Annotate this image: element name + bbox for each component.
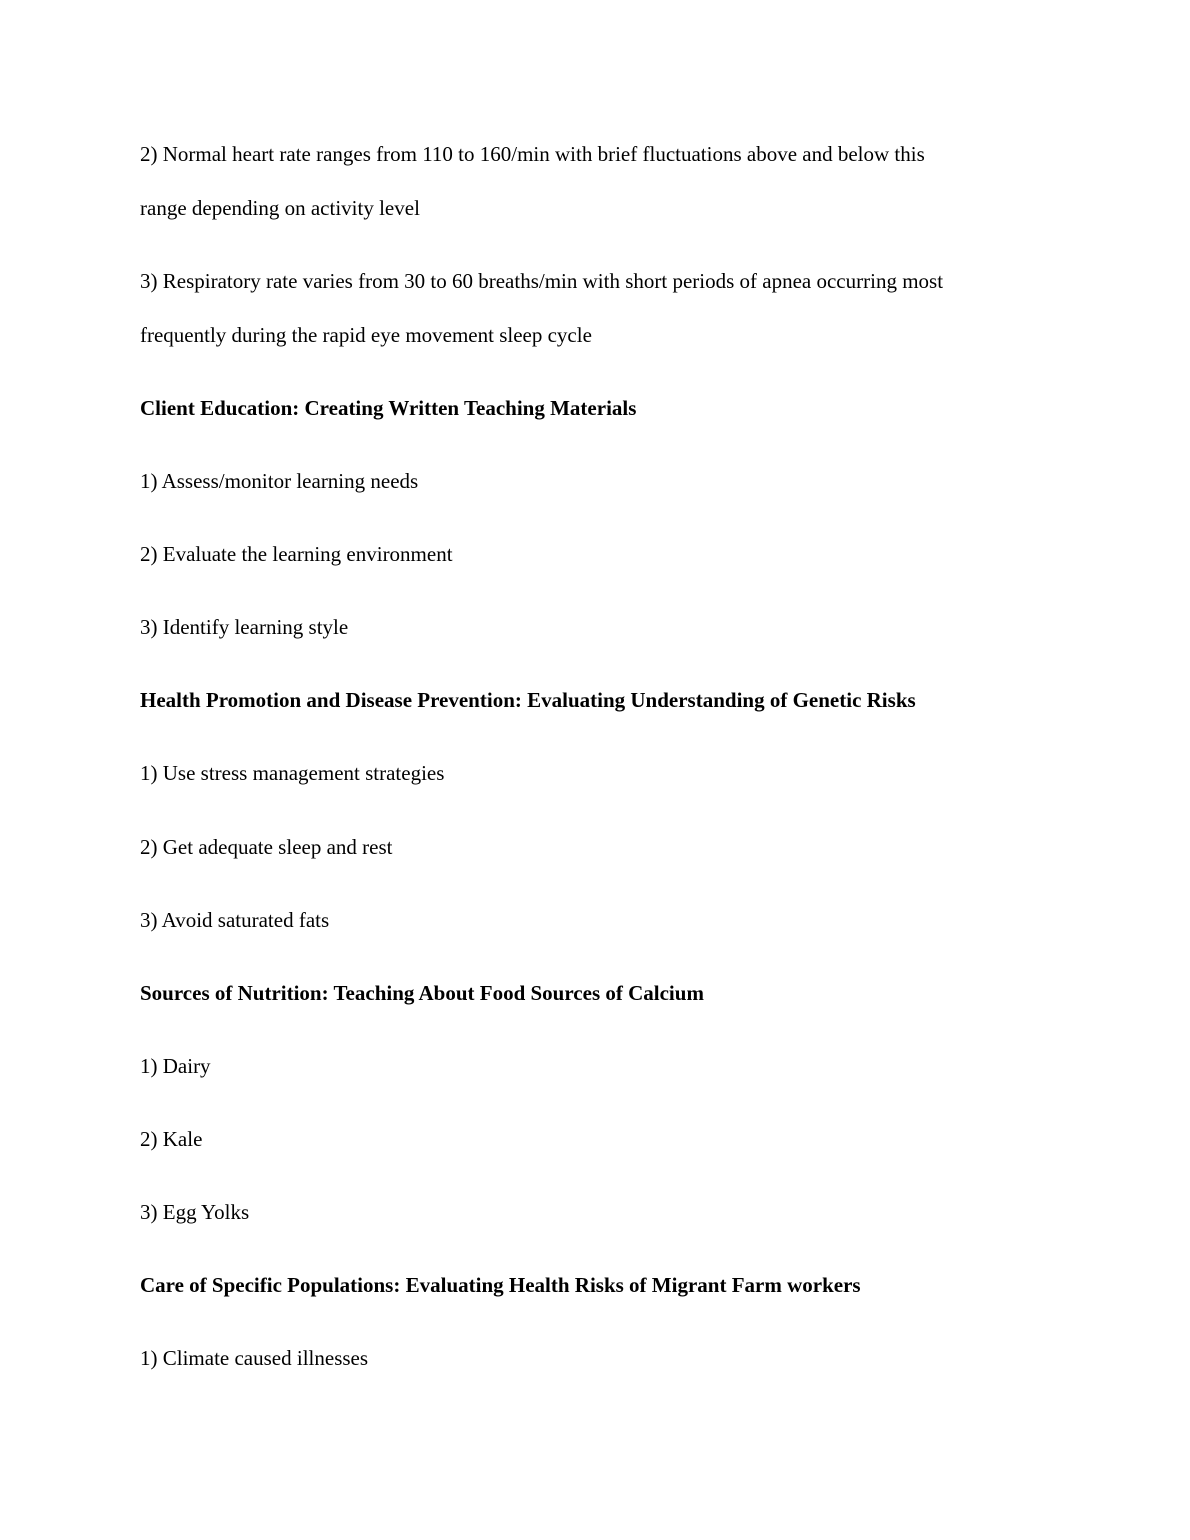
- list-item: 1) Dairy: [140, 1054, 211, 1078]
- section-heading-client-education: Client Education: Creating Written Teaching Materials: [140, 396, 637, 420]
- list-item: 2) Get adequate sleep and rest: [140, 835, 393, 859]
- paragraph-respiratory-rate-line-2: frequently during the rapid eye movement sleep cycle: [140, 323, 592, 347]
- list-item: 2) Evaluate the learning environment: [140, 542, 453, 566]
- list-item: 1) Climate caused illnesses: [140, 1346, 369, 1370]
- section-heading-health-promotion: Health Promotion and Disease Prevention: Evaluating Understanding of Genetic Risks: [140, 688, 916, 712]
- list-item: 3) Avoid saturated fats: [140, 908, 330, 932]
- paragraph-heart-rate-line-1: 2) Normal heart rate ranges from 110 to 160/min with brief fluctuations above and below this: [140, 142, 925, 166]
- section-heading-sources-of-nutrition: Sources of Nutrition: Teaching About Food Sources of Calcium: [140, 981, 704, 1005]
- section-heading-care-of-specific-populations: Care of Specific Populations: Evaluating Health Risks of Migrant Farm workers: [140, 1273, 861, 1297]
- list-item: 1) Use stress management strategies: [140, 761, 445, 785]
- list-item: 2) Kale: [140, 1127, 203, 1151]
- list-item: 3) Identify learning style: [140, 615, 349, 639]
- paragraph-heart-rate-line-2: range depending on activity level: [140, 196, 420, 220]
- paragraph-respiratory-rate-line-1: 3) Respiratory rate varies from 30 to 60 breaths/min with short periods of apnea occurring most: [140, 269, 944, 293]
- list-item: 3) Egg Yolks: [140, 1200, 250, 1224]
- list-item: 1) Assess/monitor learning needs: [140, 469, 419, 493]
